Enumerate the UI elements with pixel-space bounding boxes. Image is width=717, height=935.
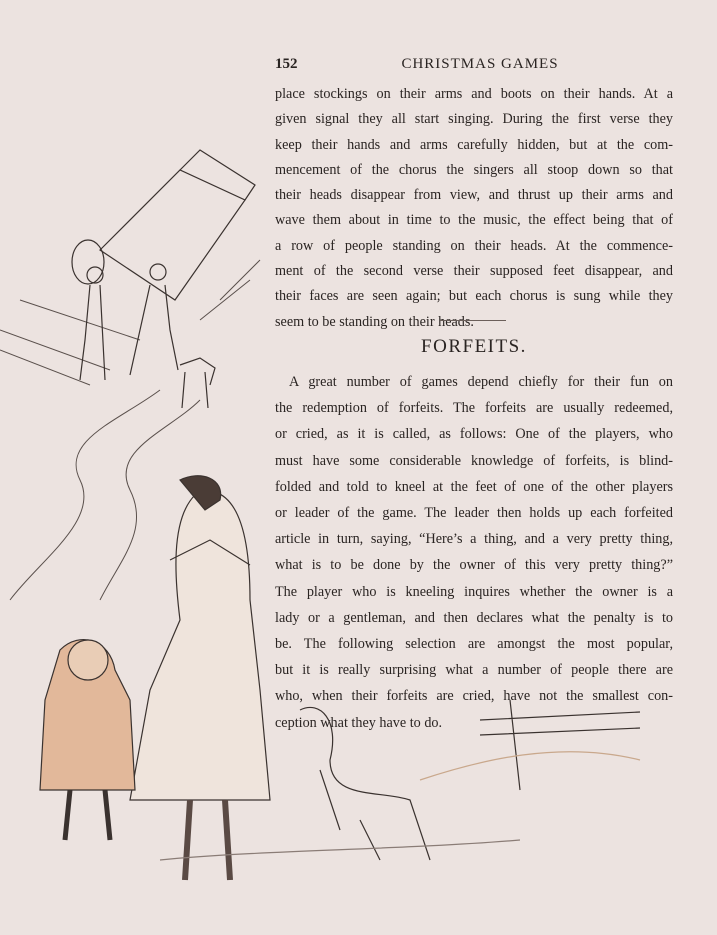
section-divider [440,320,506,321]
text-line: who, when their forfeits are cried, have not the smallest con- [275,688,673,705]
running-title: CHRISTMAS GAMES [401,56,559,72]
text-line: or leader of the game. The leader then holds up each forfeited [275,505,673,522]
paragraph-1 [275,82,673,335]
section-heading: FORFEITS. [421,336,527,357]
text-line: wave them about in time to the music, the effect being that of [275,212,673,229]
text-line: seem to be standing on their heads. [275,313,474,330]
text-line: article in turn, saying, “Here’s a thing, and a very pretty thing, [275,531,673,548]
text-line: a row of people standing on their heads. At the commence- [275,237,673,254]
text-line: ception what they have to do. [275,714,443,731]
text-line: folded and told to kneel at the feet of one of the other players [275,478,673,495]
text-line: place stockings on their arms and boots on their hands. At a [275,86,673,102]
text-line: The player who is kneeling inquires whether the owner is a [275,583,673,600]
text-line: but it is really surprising what a number of people there are [275,662,673,679]
text-line: or cried, as it is called, as follows: One of the players, who [275,426,673,443]
text-line: keep their hands and arms carefully hidden, but at the com- [275,136,673,153]
text-line: given signal they all start singing. During the first verse they [275,111,673,128]
page-number: 152 [275,56,298,72]
text-line: what is to be done by the owner of this very pretty thing?” [275,557,673,574]
text-line: mencement of the chorus the singers all stoop down so that [275,161,673,178]
text-line: must have some considerable knowledge of forfeits, is blind- [275,452,673,469]
text-line: be. The following selection are amongst the most popular, [275,636,673,653]
text-line: lady or a gentleman, and then declares what the penalty is to [275,609,673,626]
text-line: A great number of games depend chiefly for their fun on [289,374,673,390]
text-line: their heads disappear from view, and thrust up their arms and [275,187,673,204]
sedan-chair-carriers [72,150,255,408]
text-line: ment of the second verse their supposed feet disappear, and [275,263,673,280]
text-line: their faces are seen again; but each chorus is sung while they [275,288,673,305]
girl-figures [40,476,270,880]
text-line: the redemption of forfeits. The forfeits are usually redeemed, [275,400,673,417]
page-header [275,56,673,78]
paragraph-2 [275,369,673,736]
